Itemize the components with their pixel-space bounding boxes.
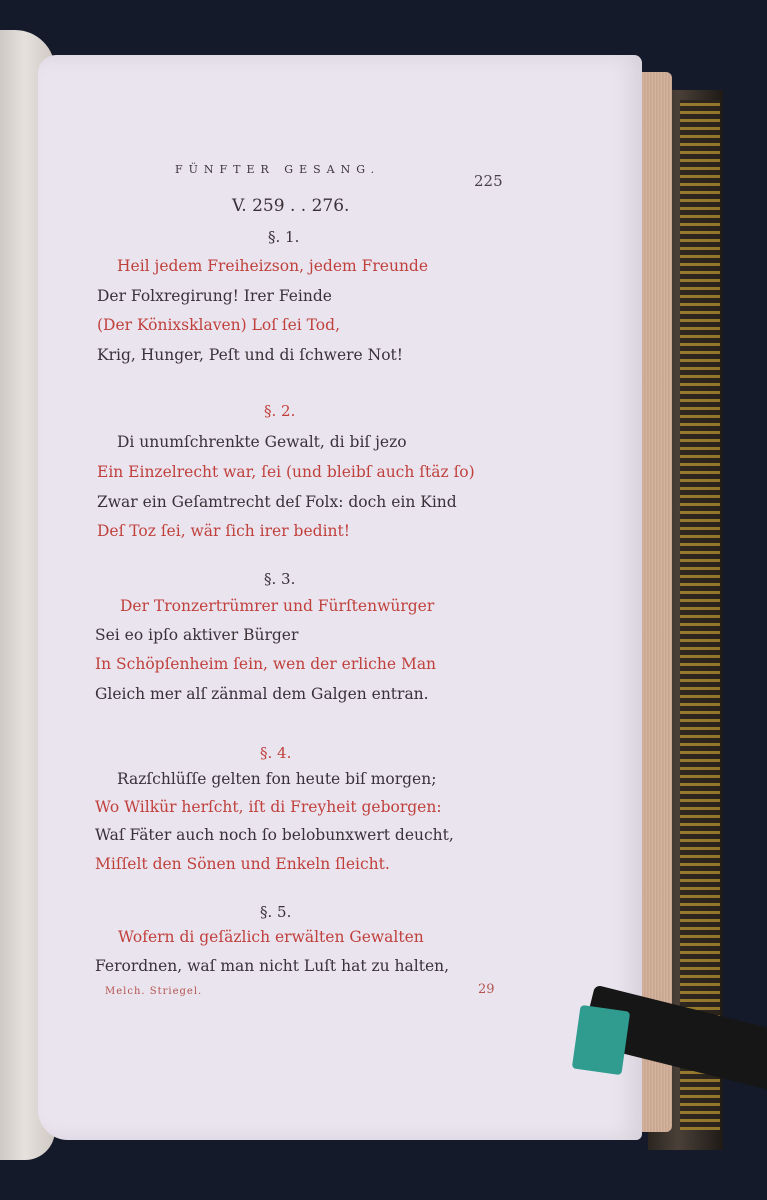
stanza-number: §. 2. (264, 402, 296, 420)
verse-line: Razſchlüſſe gelten fon heute biſ morgen; (117, 770, 437, 788)
page-number: 225 (474, 172, 503, 190)
verse-line: Wofern di geſäzlich erwälten Gewalten (118, 928, 424, 946)
verse-line: Krig, Hunger, Peſt und di ſchwere Not! (97, 346, 403, 364)
running-title: FÜNFTER GESANG. (175, 163, 381, 176)
verse-line: Gleich mer alſ zänmal dem Galgen entran. (95, 685, 429, 703)
verse-line: Der Tronzertrümrer und Fürſtenwürger (120, 597, 435, 615)
verse-line: (Der Könixsklaven) Loſ ſei Tod, (97, 316, 340, 334)
clip-tab (572, 1005, 630, 1075)
stanza-number: §. 5. (260, 903, 292, 921)
verse-line: Der Folxregirung! Irer Feinde (97, 287, 332, 305)
verse-line: Ferordnen, waſ man nicht Luſt hat zu halten, (95, 957, 450, 975)
verse-line: In Schöpſenheim ſein, wen der erliche Man (95, 655, 437, 673)
signature-mark: 29 (478, 982, 495, 997)
gilt-cover-trim (680, 100, 720, 1130)
stanza-number: §. 3. (264, 570, 296, 588)
verse-line: Deſ Toz ſei, wär ſich irer bedint! (97, 522, 350, 540)
verse-line: Miſſelt den Sönen und Enkeln ſleicht. (95, 855, 390, 873)
stanza-number: §. 1. (268, 228, 300, 246)
verse-line: Waſ Fäter auch noch ſo belobunxwert deucht, (95, 826, 454, 844)
stanza-number: §. 4. (260, 744, 292, 762)
verse-range: V. 259 . . 276. (232, 196, 350, 216)
verse-line: Wo Wilkür herſcht, iſt di Freyheit geborgen: (95, 798, 442, 816)
verse-line: Sei eo ipſo aktiver Bürger (95, 626, 299, 644)
verse-line: Di unumſchrenkte Gewalt, di biſ jezo (117, 433, 407, 451)
verse-line: Ein Einzelrecht war, ſei (und bleibſ auch ſtäz ſo) (97, 463, 475, 481)
verse-line: Heil jedem Freiheizson, jedem Freunde (117, 257, 429, 275)
footer-signature: Melch. Striegel. (105, 986, 203, 997)
verse-line: Zwar ein Geſamtrecht deſ Folx: doch ein Kind (97, 493, 457, 511)
